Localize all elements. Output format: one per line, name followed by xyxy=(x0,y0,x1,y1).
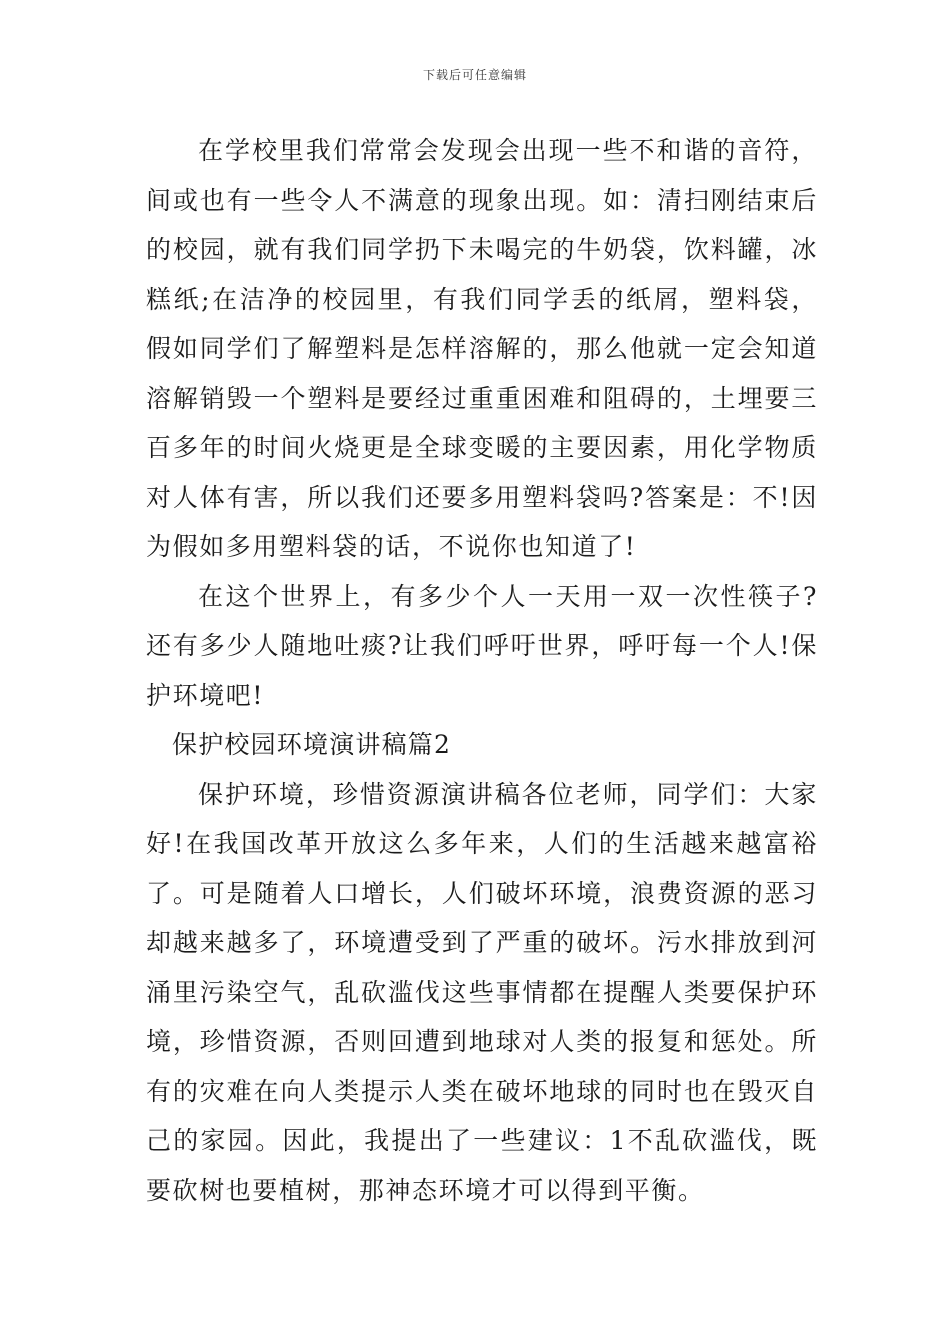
paragraph-school-litter: 在学校里我们常常会发现会出现一些不和谐的音符，间或也有一些令人不满意的现象出现。如：清扫刚结束后的校园，就有我们同学扔下未喝完的牛奶袋，饮料罐，冰糕纸;在洁净的校园里，有我们同学丢的纸屑，塑料袋，假如同学们了解塑料是怎样溶解的，那么他就一定会知道溶解销毁一个塑料是要经过重重困难和阻碍的，土埋要三百多年的时间火烧更是全球变暖的主要因素，用化学物质对人体有害，所以我们还要多用塑料袋吗?答案是：不!因为假如多用塑料袋的话，不说你也知道了! xyxy=(146,136,818,561)
section-title: 保护校园环境演讲稿篇2 xyxy=(172,730,452,759)
download-note: 下载后可任意编辑 xyxy=(422,68,527,82)
paragraph-protect-resources: 保护环境，珍惜资源演讲稿各位老师，同学们：大家好!在我国改革开放这么多年来，人们的生活越来越富裕了。可是随着人口增长，人们破坏环境，浪费资源的恶习却越来越多了，环境遭受到了严重的破坏。污水排放到河涌里污染空气，乱砍滥伐这些事情都在提醒人类要保护环境，珍惜资源，否则回遭到地球对人类的报复和惩处。所有的灾难在向人类提示人类在破坏地球的同时也在毁灭自己的家园。因此，我提出了一些建议：1不乱砍滥伐，既要砍树也要植树，那神态环境才可以得到平衡。 xyxy=(146,779,818,1205)
paragraph-world-call: 在这个世界上，有多少个人一天用一双一次性筷子?还有多少人随地吐痰?让我们呼吁世界，呼吁每一个人!保护环境吧! xyxy=(146,581,818,710)
document-body xyxy=(146,126,818,1215)
